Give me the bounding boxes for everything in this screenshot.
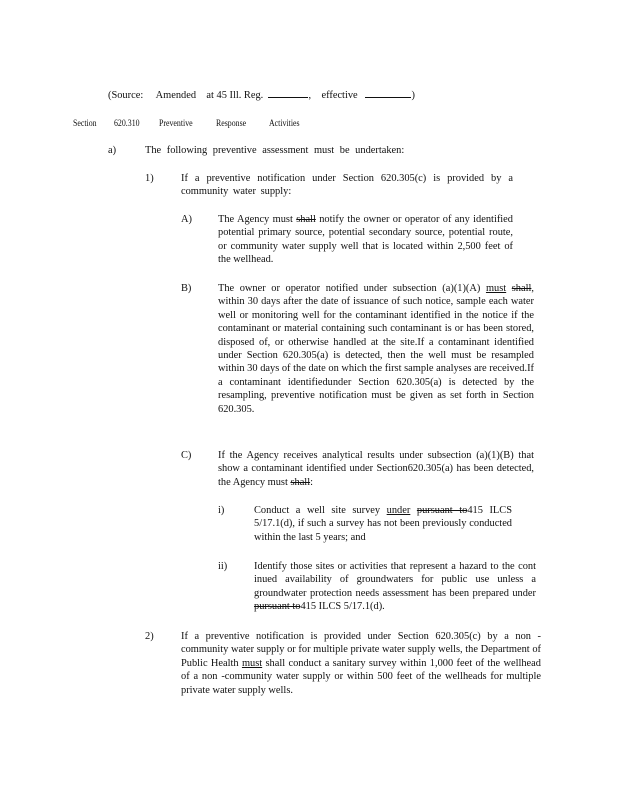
- register-blank: [268, 88, 308, 98]
- paragraph-A: [218, 213, 513, 267]
- C-text-2: :: [310, 476, 313, 488]
- paragraph-a1: If a preventive notification under Section 620.305(c) is provided by a community water supply:: [181, 173, 513, 198]
- source-effective: effective: [321, 90, 358, 101]
- paragraph-C: [218, 449, 534, 489]
- Cii-strike-pursuant: pursuant to: [254, 601, 301, 613]
- paragraph-a2: [181, 630, 541, 697]
- paragraph-Cii: [254, 560, 536, 614]
- Ci-strike-pursuant: pursuant to: [416, 505, 468, 516]
- section-word: Section: [73, 118, 97, 129]
- effective-blank: [365, 88, 411, 98]
- label-B: B): [181, 283, 192, 294]
- a2-text-1: If a preventive notification is provided under Section 620.305(c) by a non - community water supply or for multiple private water supply wells, the Department of Public Health: [181, 631, 541, 669]
- paragraph-a: The following preventive assessment must be undertaken:: [145, 145, 405, 156]
- label-Ci: i): [218, 505, 225, 516]
- Ci-text-1: Conduct a well site survey: [254, 505, 381, 516]
- source-amended: Amended: [155, 90, 197, 101]
- a2-text-2: shall conduct a sanitary survey within 1,000 feet of the wellhead of a non -community water supply or within 500 feet of the wellheads for multiple private water supply wells.: [181, 657, 541, 696]
- B-strike-shall: shall: [511, 283, 532, 294]
- source-at: at 45 Ill. Reg.: [206, 90, 264, 101]
- label-Cii: ii): [218, 561, 228, 572]
- a2-under-must: must: [241, 657, 263, 669]
- A-text-2: notify the owner or operator of any identified potential primary source, potential secondary source, potential route, or community water supply well that is located within 2,500 feet of the wellhead.: [218, 214, 513, 266]
- source-close: ): [411, 90, 415, 101]
- C-strike-shall: shall: [290, 476, 311, 488]
- label-C: C): [181, 450, 192, 461]
- Cii-text-1: Identify those sites or activities that represent a hazard to the cont inued availability of groundwaters for public use unless a groundwater protection needs assessment has been prepared under: [254, 561, 536, 599]
- A-text-1: The Agency must: [218, 214, 293, 225]
- B-text-2: , within 30 days after the date of issuance of such notice, sample each water well or monitoring well for the contaminant identified in the notice if the contaminant or material containing such contaminant is or has been stored, disposed of, or otherwise handled at the site.If a contaminant identified under Section 620.305(a) is detected, then the well must be resampled within 30 days of the date on which the first sample analyses are received.If a contaminant identifiedunder Section 620.305(a) is detected by the resampling, preventive notification must be given as set forth in Section 620.305.: [218, 283, 534, 415]
- label-A: A): [181, 214, 192, 225]
- Ci-under-under: under: [386, 505, 411, 516]
- B-text-1: The owner or operator notified under subsection (a)(1)(A): [218, 283, 481, 294]
- paragraph-Ci: [254, 504, 512, 544]
- source-line: (Source: Amended at 45 Ill. Reg. , effective ): [108, 90, 415, 101]
- source-open: (Source:: [108, 90, 144, 101]
- label-a: a): [108, 145, 117, 156]
- section-title-1: Preventive: [159, 118, 193, 129]
- label-a1: 1): [145, 173, 154, 184]
- label-a2: 2): [145, 631, 154, 642]
- Ci-text-2: 415 ILCS 5/17.1(d), if such a survey has not been previously conducted within the last 5 years; and: [254, 505, 512, 543]
- section-number: 620.310: [114, 118, 140, 129]
- A-strike-shall: shall: [296, 214, 316, 225]
- C-text-1: If the Agency receives analytical results under subsection (a)(1)(B) that show a contaminant identified under Section620.305(a) has been detected, the Agency must: [218, 450, 534, 488]
- paragraph-B: [218, 282, 534, 416]
- section-title-2: Response: [216, 118, 247, 129]
- B-under-must: must: [485, 283, 507, 294]
- Cii-text-2: 415 ILCS 5/17.1(d).: [300, 601, 385, 613]
- section-heading: [73, 117, 97, 130]
- section-title-3: Activities: [269, 118, 300, 129]
